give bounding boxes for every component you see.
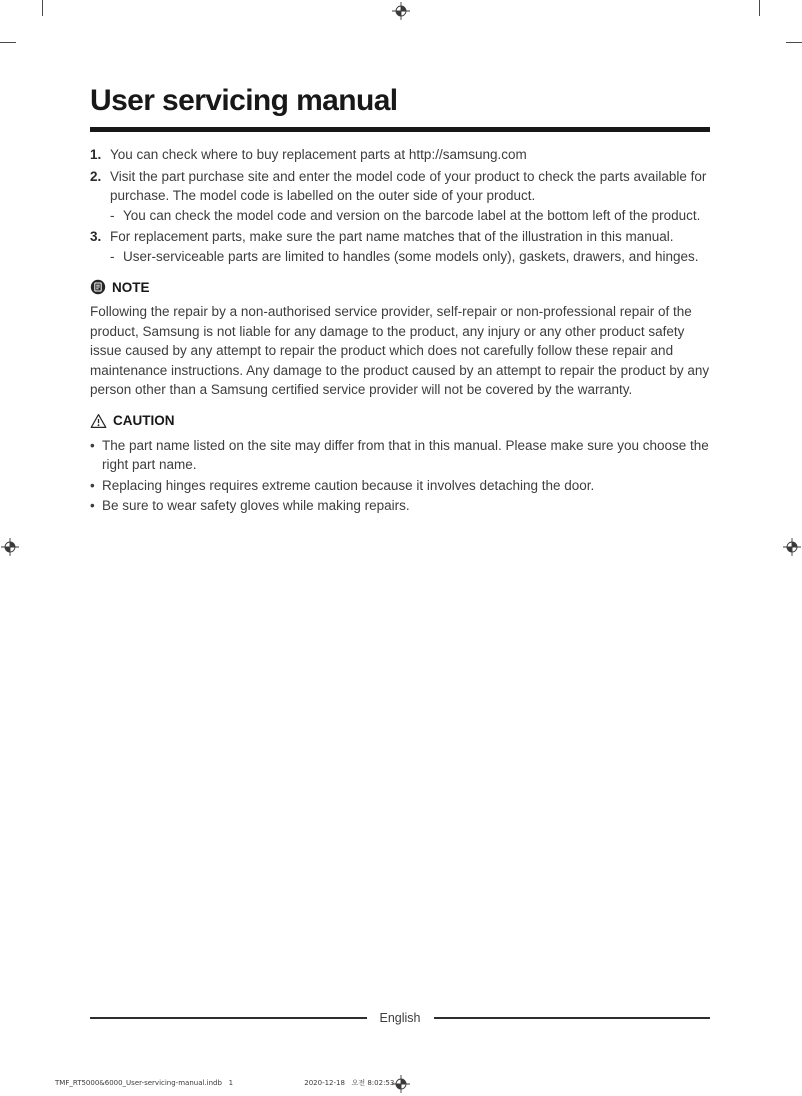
note-body: Following the repair by a non-authorised service provider, self-repair or non-professional repair of the product, Samsung is not liable for any damage to the product, any injury or any other product safety issue caused by any attempt to repair the product which does not carefully follow these repair and maintenance instructions. Any damage to the product caused by an attempt to repair the product by any person other than a Samsung certified service provider will not be covered by the warranty. [90, 304, 710, 397]
step-text: For replacement parts, make sure the part name matches that of the illustration in this manual. [110, 229, 674, 244]
list-item [90, 436, 710, 475]
step-line [90, 227, 710, 247]
page-title: User servicing manual [90, 84, 710, 132]
bullet-marker: • [90, 498, 95, 513]
footer-rule-left [90, 1017, 367, 1019]
bullet-marker: • [90, 437, 95, 453]
step-number: 3. [90, 229, 102, 244]
note-icon [90, 279, 106, 295]
caution-bullet-list [90, 436, 710, 516]
caution-heading [90, 413, 710, 429]
registration-mark-bottom-icon [392, 1075, 410, 1093]
substep-dash: - [110, 248, 115, 264]
substep-line [110, 247, 710, 267]
step-line [90, 167, 710, 206]
note-heading [90, 279, 710, 295]
list-item [90, 227, 710, 266]
list-item [90, 145, 710, 165]
list-item [90, 496, 710, 516]
registration-mark-left-icon [1, 538, 19, 556]
page-content [90, 84, 710, 517]
crop-mark-top-right-horizontal [786, 42, 802, 43]
caution-icon [90, 413, 107, 429]
step-number: 1. [90, 147, 102, 162]
caution-heading-label: CAUTION [113, 413, 175, 428]
crop-mark-top-right-vertical [759, 0, 760, 16]
step-text: Visit the part purchase site and enter the model code of your product to check the parts available for purchase. The model code is labelled on the outer side of your product. [110, 168, 707, 203]
list-item [90, 167, 710, 226]
bullet-marker: • [90, 477, 95, 493]
substep-text: You can check the model code and version on the barcode label at the bottom left of the product. [123, 207, 701, 223]
substep-dash: - [110, 207, 115, 223]
footer-rule-right [434, 1017, 711, 1019]
crop-mark-top-left-vertical [42, 0, 43, 16]
footer-language-label: English [379, 1011, 421, 1025]
registration-mark-right-icon [783, 538, 801, 556]
step-number: 2. [90, 168, 102, 184]
print-info-text: TMF_RT5000&6000_User-servicing-manual.indb 1 2020-12-18 오전 8:02:53 [55, 1079, 395, 1087]
substep-line [110, 206, 710, 226]
page-footer [90, 1011, 710, 1025]
list-item [90, 476, 710, 496]
bullet-text: Be sure to wear safety gloves while making repairs. [102, 498, 410, 513]
steps-list [90, 145, 710, 266]
step-text: You can check where to buy replacement parts at http://samsung.com [110, 147, 527, 162]
substep-text: User-serviceable parts are limited to handles (some models only), gaskets, drawers, and hinges. [123, 248, 699, 264]
bullet-text: Replacing hinges requires extreme caution because it involves detaching the door. [102, 477, 595, 493]
registration-mark-top-icon [392, 2, 410, 20]
note-heading-label: NOTE [112, 279, 150, 295]
bullet-text: The part name listed on the site may differ from that in this manual. Please make sure you choose the right part name. [102, 437, 709, 472]
step-line [90, 145, 710, 165]
crop-mark-top-left-horizontal [0, 42, 16, 43]
